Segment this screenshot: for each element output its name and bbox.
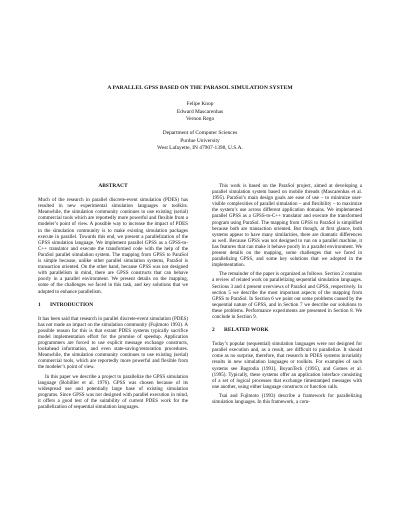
author-list xyxy=(0,101,400,124)
intro-paragraph: This work is based on the ParaSol project, aimed at developing a parallel simulation system based on mobile threads (Mascarenhas et al. 1995). ParaSol’s main design goals are ease of use – to minimize user-visible complexities of parallel simulation – and flexibility – to maximize the system’s use across different application domains. We implemented parallel GPSS as a GPSS-to-C++ translator and execute the transformed program using ParaSol. The mapping from GPSS to ParaSol is simplified because both are transaction oriented. But though, at first glance, both systems appear to have many similarities, there are dramatic differences as well. Because GPSS was not designed to run on a parallel machine, it has features that can make it behave poorly in a parallel environment. We present details on the mapping, some challenges that we faced in parallelizing GPSS, and some key solutions that we adopted in the implementation. xyxy=(212,183,362,269)
section-number: 1 xyxy=(38,301,41,308)
paper-title: A PARALLEL GPSS BASED ON THE PARASOL SIMULATION SYSTEM xyxy=(107,85,293,91)
right-column xyxy=(212,183,362,405)
abstract-text: Much of the research in parallel discrete-event simulation (PDES) has resulted in new experimental simulation languages or toolkits. Meanwhile, the simulation community continues to use existing (serial) commercial tools which are reportedly more powerful and flexible from a modeler’s point of view. A possible way to increase the impact of PDES in the simulation community is to make existing simulation packages execute in parallel. Towards this end, we present a parallelization of the GPSS simulation language. We implement parallel GPSS as a GPSS-to-C++ translator and execute the transformed code with the help of the ParaSol parallel simulation system. The mapping from GPSS to ParaSol is simple because, unlike other parallel simulation systems, ParaSol is transaction oriented. On the other hand, because GPSS was not designed with parallelism in mind, there are GPSS constructs that can behave poorly in a parallel environment. We present details on the mapping, some of the challenges we faced in this task, and key solutions that we adopted to enhance parallelism. xyxy=(38,197,188,295)
section-title: RELATED WORK xyxy=(224,327,269,334)
author-name: Edward Mascarenhas xyxy=(176,108,224,115)
related-paragraph: Today’s popular (sequential) simulation languages were not designed for parallel execution and, as a result, are difficult to parallelize. It should come as no surprise, therefore, that research in PDES systems invariably results in new simulation languages or toolkits. For examples of such systems see Bagrodia (1991), BoyanTech (1995), and Gomes et al. (1995). Typically, these systems offer an application interface consisting of a set of logical processes that exchange timestamped messages with one another, using either language constructs or function calls. xyxy=(212,341,362,390)
section-heading-related-work xyxy=(212,327,362,333)
intro-paragraph: In this paper we describe a project to parallelize the GPSS simulation language (Bobillier et al. 1976). GPSS was chosen because of its widespread use and potentially large base of existing simulation programs. Since GPSS was not designed with parallel execution in mind, it offers a good test of the suitability of current PDES work for the parallelization of sequential simulation languages. xyxy=(38,373,188,410)
affiliation-line: West Lafayette, IN 47907-1398, U.S.A. xyxy=(157,145,243,152)
affiliation-line: Department of Computer Sciences xyxy=(162,130,238,136)
section-title: INTRODUCTION xyxy=(50,301,94,308)
left-column xyxy=(38,183,188,410)
abstract-heading: ABSTRACT xyxy=(98,183,128,189)
intro-paragraph: It has been said that research in parallel discrete-event simulation (PDES) has not made an impact on the simulation community (Fujimoto 1993). A possible reason for this is that extant PDES systems typically sacrifice model implementation effort for the promise of speedup. Application programmers are forced to use explicit message exchange constructs, lookahead information, and even state-saving/restoration procedures. Meanwhile, the simulation community continues to use existing (serial) commercial tools, which are reportedly more powerful and flexible from the modeler’s point of view. xyxy=(38,315,188,371)
related-paragraph: Tsai and Fujimoto (1993) describe a framework for parallelizing simulation languages. In this framework, a com- xyxy=(212,392,362,405)
section-heading-introduction xyxy=(38,302,188,308)
author-name: Vernon Rego xyxy=(185,116,215,123)
intro-paragraph: The remainder of the paper is organized as follows. Section 2 contains a review of related work on parallelizing sequential simulation languages. Sections 3 and 4 present overviews of ParaSol and GPSS, respectively. In section 5 we describe the most important aspects of the mapping from GPSS to ParaSol. In Section 6 we point out some problems caused by the sequential nature of GPSS, and in Section 7 we describe our solutions to these problems. Performance experiments are presented in Section 8. We conclude in Section 9. xyxy=(212,271,362,320)
affiliation xyxy=(0,130,400,153)
section-number: 2 xyxy=(212,327,215,334)
affiliation-line: Purdue University xyxy=(180,137,220,144)
author-name: Felipe Knop xyxy=(186,101,214,107)
